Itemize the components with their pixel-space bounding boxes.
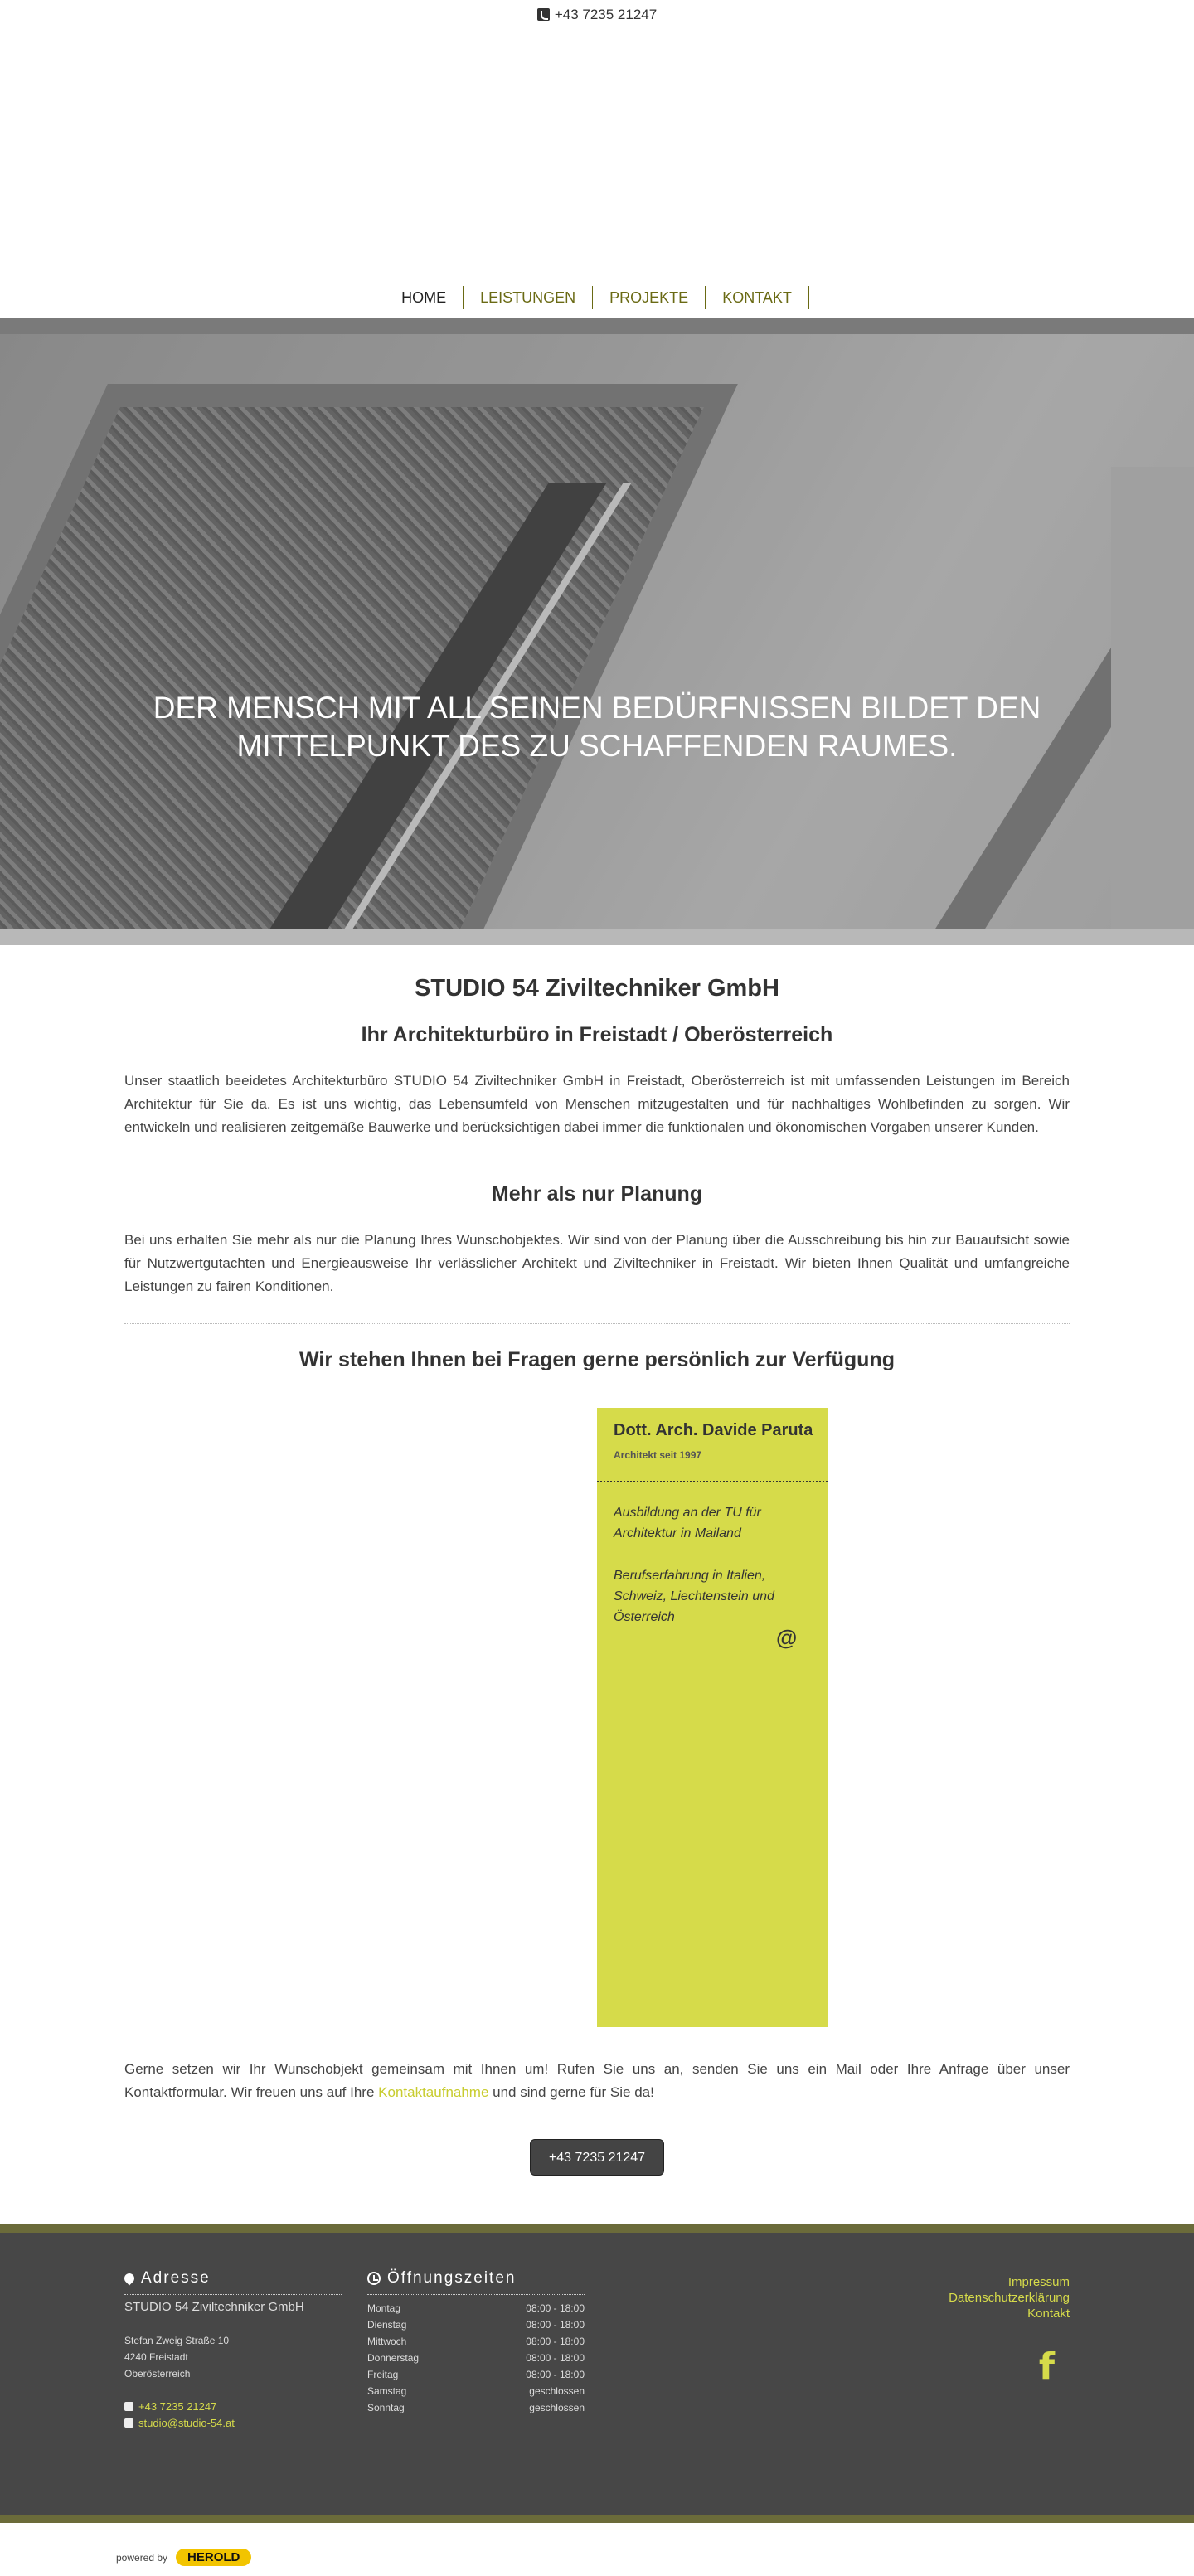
footer-phone[interactable]: +43 7235 21247: [138, 2400, 217, 2413]
herold-logo[interactable]: HEROLD: [176, 2549, 251, 2566]
hero-band-bottom: [0, 929, 1194, 945]
hours-day: Samstag: [367, 2385, 407, 2397]
footer-links: [949, 2274, 1070, 2321]
intro-paragraph: Unser staatlich beeidetes Architekturbüro STUDIO 54 Ziviltechniker GmbH in Freistadt, Oberösterreich ist mit umfassenden Leistungen im Bereich Architektur für Sie da. Es ist uns wichtig, das Lebensumfeld von Menschen mitzugestalten und für nachhaltiges Wohlbefinden zu sorgen. Wir entwickeln und realisieren zeitgemäße Bauwerke und berücksichtigen dabei immer die funktionalen und ökonomischen Vorgaben unserer Kunden.: [124, 1073, 1070, 1135]
footer-band-top: [0, 2224, 1194, 2233]
team-card-experience: Berufserfahrung in Italien, Schweiz, Liechtenstein und Österreich: [614, 1569, 774, 1624]
hours-day: Dienstag: [367, 2319, 407, 2331]
hero-banner: [0, 318, 1194, 945]
facebook-icon[interactable]: f: [1038, 2346, 1055, 2388]
powered-by-label: powered by: [116, 2551, 168, 2564]
footer-address-heading: [124, 2269, 342, 2295]
nav-item-home[interactable]: HOME: [385, 286, 464, 309]
footer-link-impressum[interactable]: Impressum: [1007, 2275, 1070, 2289]
outro-text-after: und sind gerne für Sie da!: [488, 2084, 654, 2100]
hours-row: [367, 2399, 585, 2416]
hours-row: [367, 2366, 585, 2383]
hero-band-top: [0, 318, 1194, 334]
team-card-since: Architekt seit 1997: [614, 1449, 702, 1461]
hours-row: [367, 2316, 585, 2333]
topbar-phone[interactable]: +43 7235 21247: [554, 7, 658, 22]
hours-row: [367, 2350, 585, 2366]
page-title: STUDIO 54 Ziviltechniker GmbH: [415, 975, 779, 1002]
footer-email[interactable]: studio@studio-54.at: [138, 2417, 235, 2429]
footer-band-bottom: [0, 2515, 1194, 2523]
hours-time: geschlossen: [529, 2402, 585, 2413]
outro-text-before: Gerne setzen wir Ihr Wunschobjekt gemeinsam mit Ihnen um! Rufen Sie uns an, senden Sie uns ein Mail oder Ihre Anfrage über unser Kontaktformular. Wir freuen uns auf Ihre: [124, 2061, 1070, 2100]
hours-time: 08:00 - 18:00: [526, 2369, 585, 2380]
subtitle-kontakt: Wir stehen Ihnen bei Fragen gerne persönlich zur Verfügung: [299, 1348, 895, 1371]
section-divider: [124, 1323, 1070, 1324]
clock-icon: [367, 2272, 381, 2285]
footer: [0, 2233, 1194, 2515]
hero-overlay: [0, 318, 1194, 945]
footer-hours-heading-label: Öffnungszeiten: [387, 2269, 517, 2287]
hours-time: 08:00 - 18:00: [526, 2336, 585, 2347]
map-pin-icon: [123, 2272, 137, 2286]
footer-email-row[interactable]: [124, 2415, 342, 2432]
footer-address: [124, 2269, 342, 2432]
footer-hours-heading: [367, 2269, 585, 2295]
email-icon[interactable]: @: [776, 1625, 798, 1650]
call-button[interactable]: +43 7235 21247: [530, 2139, 664, 2176]
footer-link-kontakt[interactable]: Kontakt: [1027, 2307, 1070, 2321]
hours-day: Montag: [367, 2302, 401, 2314]
team-card-education: Ausbildung an der TU für Architektur in Mailand: [614, 1506, 761, 1540]
hours-row: [367, 2333, 585, 2350]
phone-icon: [537, 8, 550, 21]
topbar: [0, 7, 1194, 23]
hours-day: Mittwoch: [367, 2336, 407, 2347]
footer-region: Oberösterreich: [124, 2368, 191, 2380]
hours-time: 08:00 - 18:00: [526, 2319, 585, 2331]
hours-time: 08:00 - 18:00: [526, 2352, 585, 2364]
subtitle-planung: Mehr als nur Planung: [491, 1182, 703, 1206]
footer-company: STUDIO 54 Ziviltechniker GmbH: [124, 2300, 304, 2314]
send-icon: [124, 2418, 133, 2428]
footer-city: 4240 Freistadt: [124, 2351, 188, 2363]
hours-row: [367, 2300, 585, 2316]
team-card-separator: [597, 1481, 828, 1482]
hours-day: Donnerstag: [367, 2352, 420, 2364]
footer-phone-row[interactable]: [124, 2399, 342, 2415]
footer-link-datenschutz[interactable]: Datenschutzerklärung: [949, 2291, 1070, 2305]
planung-paragraph: Bei uns erhalten Sie mehr als nur die Planung Ihres Wunschobjektes. Wir sind von der Planung über die Ausschreibung bis hin zur Bauaufsicht sowie für Nutzwertgutachten und Energieausweise Ihr verlässlicher Architekt und Ziviltechniker in Freistadt. Wir bieten Ihnen Qualität und umfangreiche Leistungen zu fairen Konditionen.: [124, 1232, 1070, 1294]
hero-headline: DER MENSCH MIT ALL SEINEN BEDÜRFNISSEN BILDET DEN MITTELPUNKT DES ZU SCHAFFENDEN RAUMES.: [153, 691, 1041, 763]
nav-item-projekte[interactable]: PROJEKTE: [593, 286, 706, 309]
team-card-name: Dott. Arch. Davide Paruta: [614, 1421, 813, 1439]
subtitle-architekturbuero: Ihr Architekturbüro in Freistadt / Oberösterreich: [361, 1023, 833, 1046]
hours-time: 08:00 - 18:00: [526, 2302, 585, 2314]
hours-day: Sonntag: [367, 2402, 405, 2413]
nav-item-leistungen[interactable]: LEISTUNGEN: [464, 286, 593, 309]
footer-address-heading-label: Adresse: [141, 2269, 211, 2287]
hours-day: Freitag: [367, 2369, 399, 2380]
contact-link[interactable]: Kontaktaufnahme: [378, 2084, 489, 2100]
nav-item-kontakt[interactable]: KONTAKT: [706, 286, 809, 309]
hours-list: [367, 2300, 585, 2416]
phone-icon: [124, 2402, 133, 2411]
footer-street: Stefan Zweig Straße 10: [124, 2335, 230, 2346]
hours-row: [367, 2383, 585, 2399]
team-card: [597, 1408, 828, 2027]
main-nav: [0, 286, 1194, 309]
hours-time: geschlossen: [529, 2385, 585, 2397]
footer-hours: [367, 2269, 585, 2416]
powered-by: [116, 2549, 251, 2566]
outro-paragraph: [124, 2058, 1070, 2104]
